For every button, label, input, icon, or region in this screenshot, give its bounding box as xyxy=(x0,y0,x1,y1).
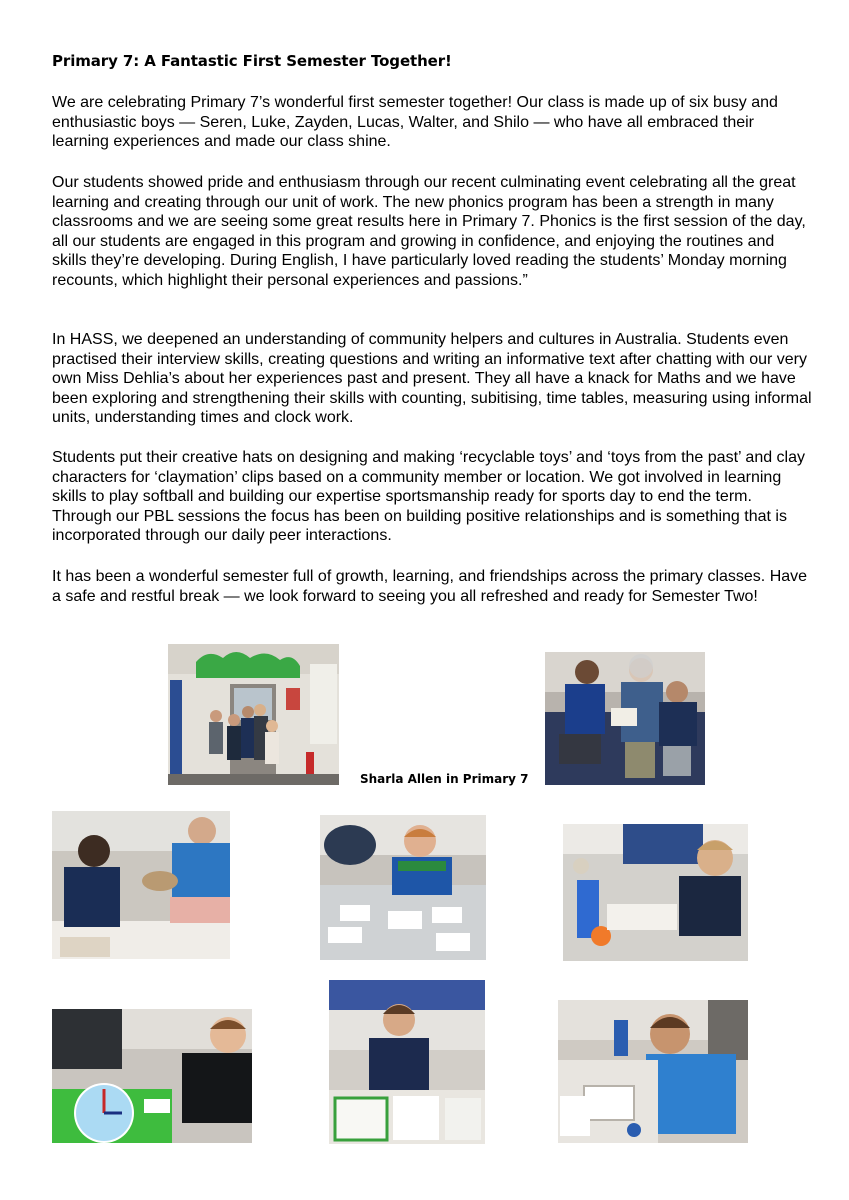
photo-worksheets xyxy=(329,980,485,1144)
photo-measuring-activity xyxy=(563,824,748,961)
photo-clay-making xyxy=(52,811,230,959)
photo-smiling-student xyxy=(558,1000,748,1143)
paragraph-hass-maths: In HASS, we deepened an understanding of community helpers and cultures in Australia. Students even practised their interview skills, creating questions and writing an informative text after chatting with our very own Miss Dehlia’s about her experiences past and present. They all have a knack for Maths and we have been exploring and strengthening their skills with counting, subitising, time tables, measuring using informal units, understanding times and clock work. xyxy=(52,331,812,427)
photo-group-classroom-door xyxy=(168,644,339,785)
page-title: Primary 7: A Fantastic First Semester Together! xyxy=(52,52,452,70)
photo-clock-teaching xyxy=(52,1009,252,1143)
photo-clock-matching xyxy=(320,815,486,960)
paragraph-creative: Students put their creative hats on designing and making ‘recyclable toys’ and ‘toys from the past’ and clay characters for ‘claymation’ clips based on a community member or location. We got involved in learning skills to play softball and building our expertise sportsmanship ready for sports day to end the term. Through our PBL sessions the focus has been on building positive relationships and is something that is incorporated through our daily peer interactions. xyxy=(52,449,806,545)
photo-caption: Sharla Allen in Primary 7 xyxy=(360,772,529,786)
paragraph-english: Our students showed pride and enthusiasm through our recent culminating event celebrating all the great learning and creating through our unit of work. The new phonics program has been a strength in many classrooms and we are seeing some great results here in Primary 7. Phonics is the first session of the day, all our students are engaged in this program and growing in confidence, and enjoying the routines and skills they’re developing. During English, I have particularly loved reading the students’ Monday morning recounts, which highlight their personal experiences and passions.” xyxy=(52,174,806,289)
paragraph-closing: It has been a wonderful semester full of growth, learning, and friendships across the primary classes. Have a safe and restful break — we look forward to seeing you all refreshed and ready for Semester Two! xyxy=(52,568,808,605)
paragraph-intro: We are celebrating Primary 7’s wonderful first semester together! Our class is made up of six busy and enthusiastic boys — Seren, Luke, Zayden, Lucas, Walter, and Shilo — who have all embraced their learning experiences and made our class shine. xyxy=(52,94,778,151)
photo-reading-on-couch xyxy=(545,652,705,785)
